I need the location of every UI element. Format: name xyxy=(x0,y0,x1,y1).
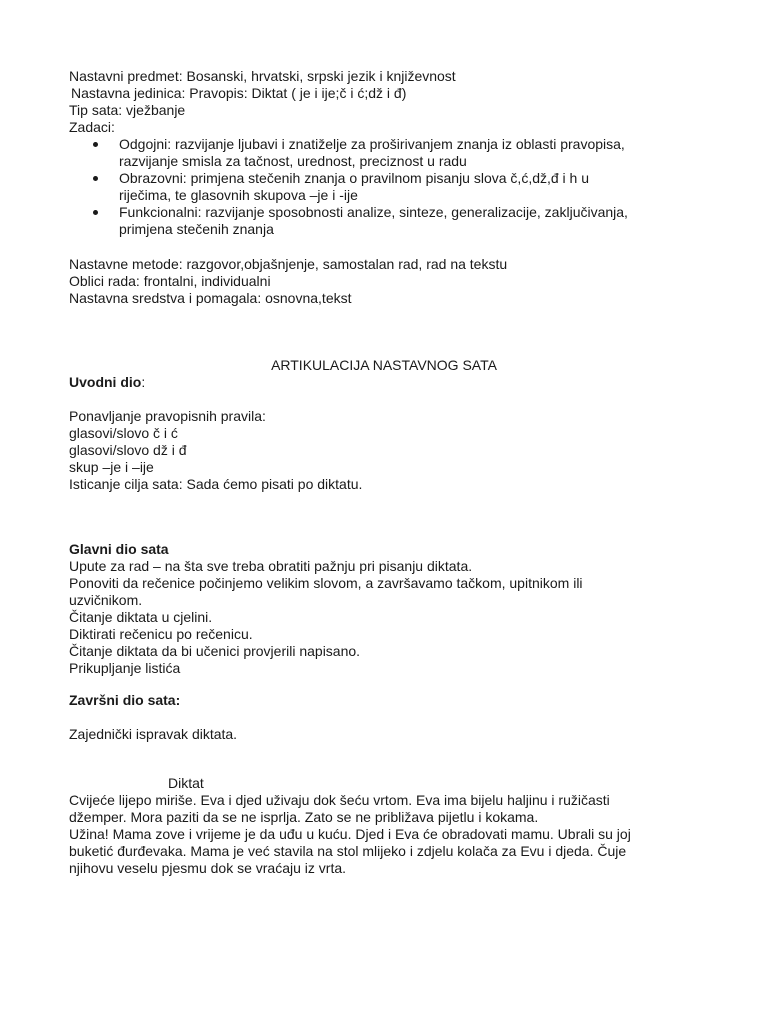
main-line: Upute za rad – na šta sve treba obratiti pažnju pri pisanju diktata. xyxy=(69,558,473,574)
work-forms-line: Oblici rada: frontalni, individualni xyxy=(69,273,271,289)
bullet-icon xyxy=(93,176,98,181)
main-line: Čitanje diktata da bi učenici provjerili napisano. xyxy=(69,643,361,659)
articulation-title: ARTIKULACIJA NASTAVNOG SATA xyxy=(271,357,497,373)
dictation-text xyxy=(69,792,709,877)
tasks-list xyxy=(69,136,709,238)
bullet-icon xyxy=(93,210,98,215)
dictation-title: Diktat xyxy=(168,775,204,791)
main-line: Ponoviti da rečenice počinjemo velikim slovom, a završavamo tačkom, upitnikom ili xyxy=(69,575,583,591)
main-line: Prikupljanje listića xyxy=(69,660,181,676)
main-line: Diktirati rečenicu po rečenicu. xyxy=(69,626,253,642)
intro-line: glasovi/slovo dž i đ xyxy=(69,442,187,458)
methods-block xyxy=(69,256,709,307)
teaching-aids-line: Nastavna sredstva i pomagala: osnovna,tekst xyxy=(69,290,352,306)
dictation-line: džemper. Mora paziti da se ne isprlja. Zato se ne približava pijetlu i kokama. xyxy=(69,809,539,825)
lesson-type-line: Tip sata: vježbanje xyxy=(69,102,186,118)
dictation-line: buketić đurđevaka. Mama je već stavila na stol mlijeko i zdjelu kolača za Evu i djeda. Čuje xyxy=(69,843,627,859)
main-heading: Glavni dio sata xyxy=(69,541,169,557)
intro-line: glasovi/slovo č i ć xyxy=(69,425,178,441)
intro-line: skup –je i –ije xyxy=(69,459,154,475)
intro-heading: Uvodni dio xyxy=(69,374,142,390)
main-line: Čitanje diktata u cjelini. xyxy=(69,609,213,625)
methods-line: Nastavne metode: razgovor,objašnjenje, samostalan rad, rad na tekstu xyxy=(69,256,508,272)
task-item-functional: Funkcionalni: razvijanje sposobnosti analize, sinteze, generalizacije, zaključivanja, primjena stečenih znanja xyxy=(69,204,709,238)
intro-content xyxy=(69,408,709,493)
main-section xyxy=(69,541,709,677)
intro-line: Ponavljanje pravopisnih pravila: xyxy=(69,408,266,424)
task-item-educational: Odgojni: razvijanje ljubavi i znatiželje za proširivanjem znanja iz oblasti pravopisa, razvijanje smisla za tačnost, urednost, preciznost u radu xyxy=(69,136,709,170)
bullet-icon xyxy=(93,142,98,147)
final-content xyxy=(69,726,709,743)
final-heading: Završni dio sata: xyxy=(69,692,181,708)
lesson-header xyxy=(69,68,709,238)
main-line: uzvičnikom. xyxy=(69,592,143,608)
unit-line: Nastavna jedinica: Pravopis: Diktat ( je i ije;č i ć;dž i đ) xyxy=(71,85,407,101)
intro-section xyxy=(69,374,709,391)
tasks-label: Zadaci: xyxy=(69,119,115,135)
dictation-line: njihovu veselu pjesmu dok se vraćaju iz vrta. xyxy=(69,860,347,876)
final-section xyxy=(69,692,709,709)
task-item-instructional: Obrazovni: primjena stečenih znanja o pravilnom pisanju slova č,ć,dž,đ i h u riječima, te glasovnih skupova –je i -ije xyxy=(69,170,709,204)
final-line: Zajednički ispravak diktata. xyxy=(69,726,238,742)
intro-heading-row: Uvodni dio: xyxy=(69,374,146,390)
dictation-line: Užina! Mama zove i vrijeme je da uđu u kuću. Djed i Eva će obradovati mamu. Ubrali su joj xyxy=(69,826,631,842)
intro-line: Isticanje cilja sata: Sada ćemo pisati po diktatu. xyxy=(69,476,363,492)
dictation-line: Cvijeće lijepo miriše. Eva i djed uživaju dok šeću vrtom. Eva ima bijelu haljinu i ružičasti xyxy=(69,792,610,808)
subject-line: Nastavni predmet: Bosanski, hrvatski, srpski jezik i književnost xyxy=(69,68,456,84)
